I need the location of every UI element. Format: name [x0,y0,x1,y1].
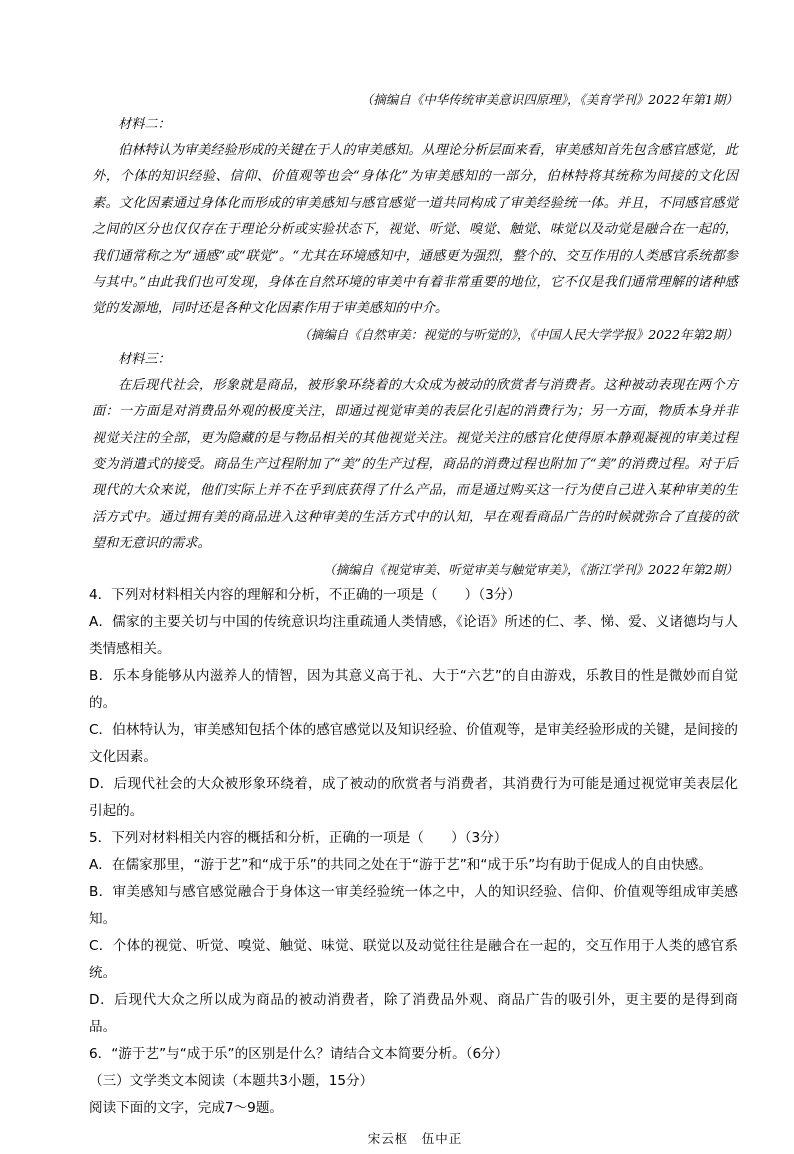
question-5-stem: 5．下列对材料相关内容的概括和分析，正确的一项是（ ）（3分） [89,829,508,846]
question-5-option-d: D．后现代大众之所以成为商品的被动消费者，除了消费品外观、商品广告的吸引外，更主要的是得到商品。 [89,991,738,1035]
question-4-stem: 4．下列对材料相关内容的理解和分析，不正确的一项是（ ）（3分） [89,586,521,603]
question-4-option-d: D．后现代社会的大众被形象环绕着，成了被动的欣赏者与消费者，其消费行为可能是通过视觉审美表层化引起的。 [89,775,738,819]
material1-source: （摘编自《中华传统审美意识四原理》，《美育学刊》2022年第1期） [360,92,738,107]
story-title: 宋云枢 伍中正 [367,1130,463,1146]
material2-heading: 材料二： [118,117,171,132]
section-3-instruction: 阅读下面的文字，完成7～9题。 [89,1099,284,1116]
question-4-option-b: B．乐本身能够从内滋养人的情智，因为其意义高于礼、大于“六艺”的自由游戏，乐教目的性是微妙而自觉的。 [89,667,738,711]
material2-body: 伯林特认为审美经验形成的关键在于人的审美感知。从理论分析层面来看，审美感知首先包含感官感觉，此外，个体的知识经验、信仰、价值观等也会“身体化”为审美感知的一部分，伯林特将其统称为间接的文化因素。文化因素通过身体化而形成的审美感知与感官感觉一道共同构成了审美经验统一体。并且，不同感官感觉之间的区分也仅仅存在于理论分析或实验状态下，视觉、听觉、嗅觉、触觉、味觉以及动觉是融合在一起的，我们通常称之为“通感”或“联觉”。“尤其在环境感知中，通感更为强烈，整个的、交互作用的人类感官系统都参与其中。”由此我们也可发现，身体在自然环境的审美中有着非常重要的地位，它不仅是我们通常理解的诸种感觉的发源地，同时还是各种文化因素作用于审美感知的中介。 [92,143,738,317]
material3-body: 在后现代社会，形象就是商品，被形象环绕着的大众成为被动的欣赏者与消费者。这种被动表现在两个方面：一方面是对消费品外观的极度关注，即通过视觉审美的表层化引起的消费行为；另一方面，物质本身并非视觉关注的全部，更为隐藏的是与物品相关的其他视觉关注。视觉关注的感官化使得原本静观凝视的审美过程变为消遣式的接受。商品生产过程附加了“美”的生产过程，商品的消费过程也附加了“美”的消费过程。对于后现代的大众来说，他们实际上并不在乎到底获得了什么产品，而是通过购买这一行为使自己进入某种审美的生活方式中。通过拥有美的商品进入这种审美的生活方式中的认知，早在观看商品广告的时候就弥合了直接的欲望和无意识的需求。 [92,377,738,552]
question-5-option-a: A．在儒家那里，“游于艺”和“成于乐”的共同之处在于“游于艺”和“成于乐”均有助于促成人的自由快感。 [89,856,712,873]
section-3-heading: （三）文学类文本阅读（本题共3小题，15分） [89,1072,374,1089]
material3-heading: 材料三： [118,351,171,367]
question-5-option-c: C．个体的视觉、听觉、嗅觉、触觉、味觉、联觉以及动觉往往是融合在一起的，交互作用于人类的感官系统。 [89,937,738,981]
question-4-option-c: C．伯林特认为，审美感知包括个体的感官感觉以及知识经验、价值观等，是审美经验形成的关键，是间接的文化因素。 [89,721,738,765]
question-6-stem: 6．“游于艺”与“成于乐”的区别是什么？请结合文本简要分析。（6分） [89,1045,509,1062]
material2-source: （摘编自《自然审美：视觉的与听觉的》，《中国人民大学学报》2022年第2期） [298,326,738,342]
question-5-option-b: B．审美感知与感官感觉融合于身体这一审美经验统一体之中，人的知识经验、信仰、价值观等组成审美感知。 [89,883,738,927]
exam-page [89,88,738,1154]
question-4-option-a: A．儒家的主要关切与中国的传统意识均注重疏通人类情感，《论语》所述的仁、孝、悌、爱、义诸德均与人类情感相关。 [89,613,738,657]
material3-source: （摘编自《视觉审美、听觉审美与触觉审美》，《浙江学刊》2022年第2期） [323,561,738,577]
